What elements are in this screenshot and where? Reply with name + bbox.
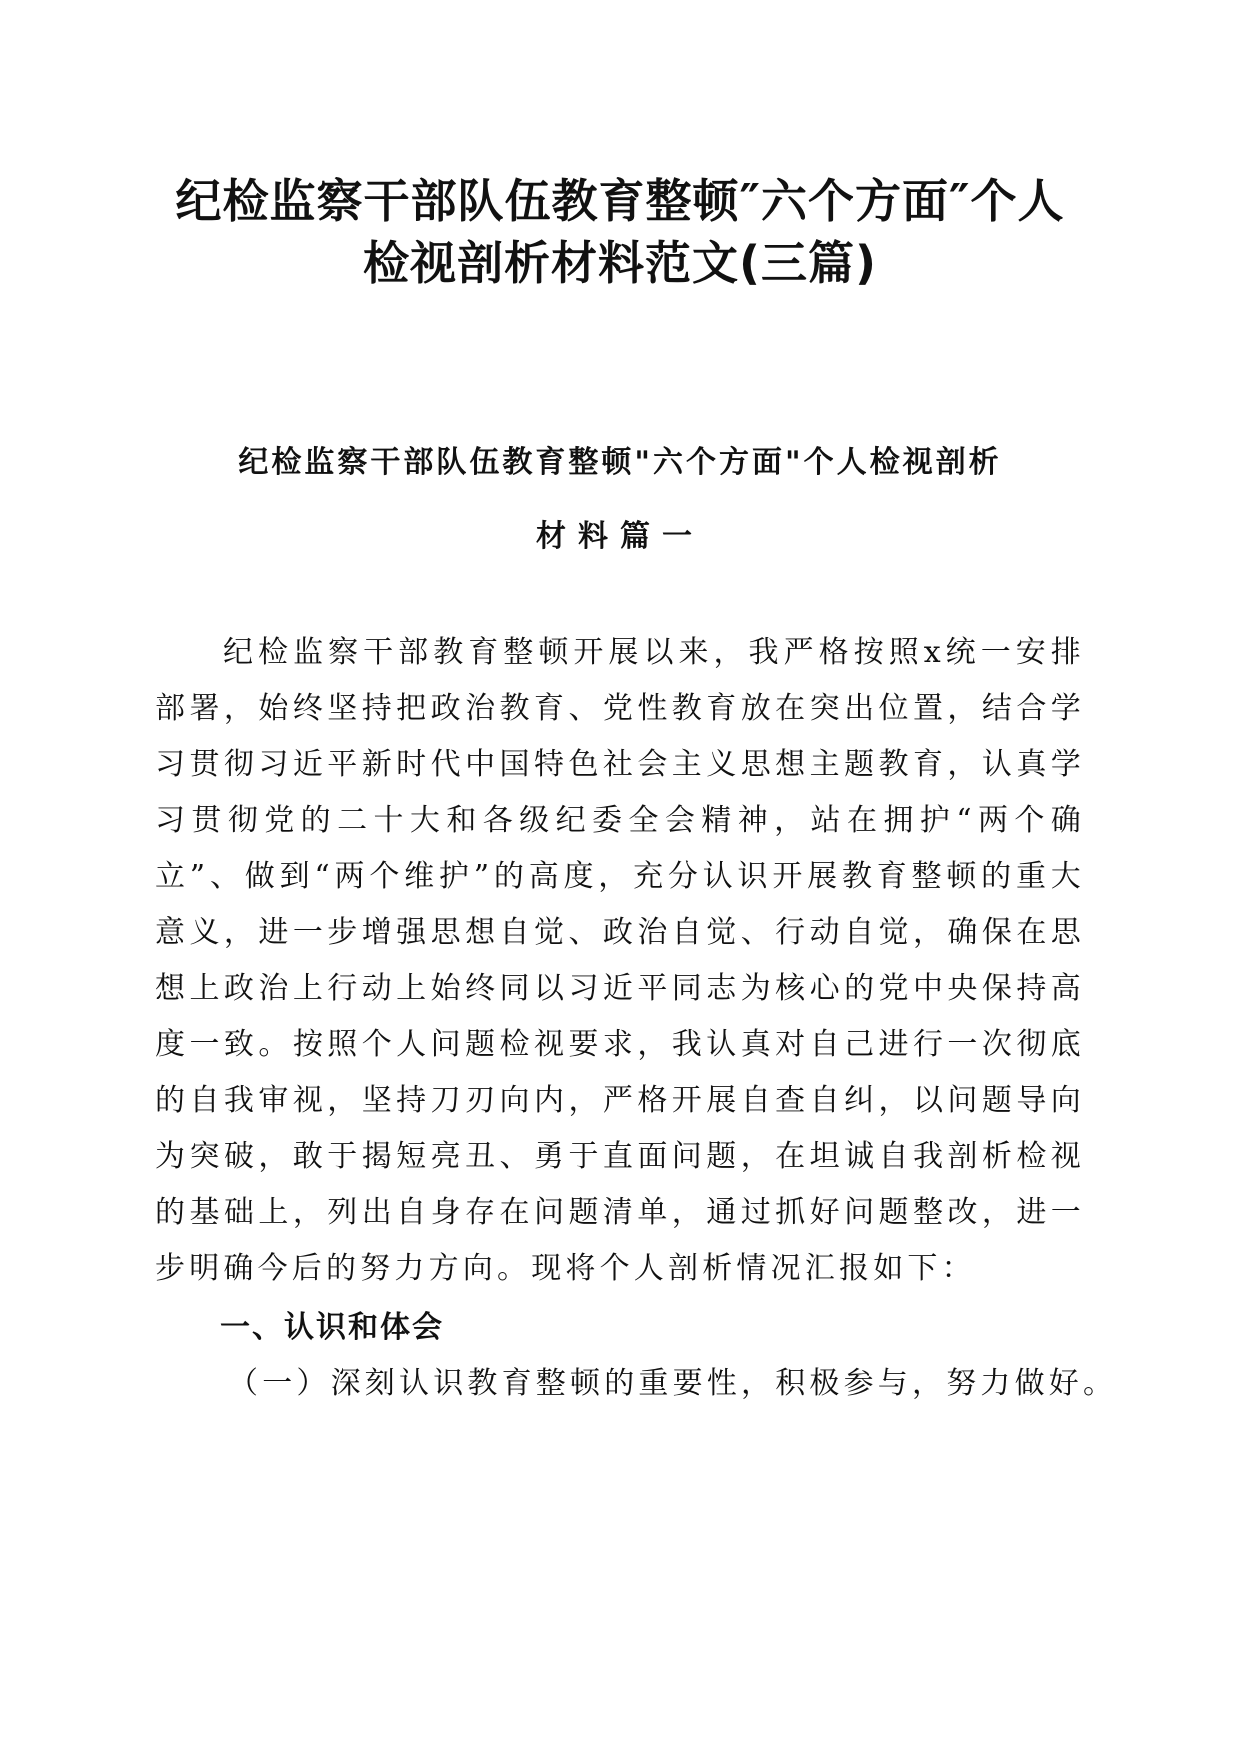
heading-level-1: 一、认识和体会 (220, 1310, 444, 1345)
section-title (150, 426, 1090, 574)
heading-level-2: （一）深刻认识教育整顿的重要性，积极参与，努力做好。 (228, 1366, 1118, 1401)
section-title-line-2: 材料篇一 (536, 519, 704, 554)
section-title-line-1: 纪检监察干部队伍教育整顿"六个方面"个人检视剖析 (238, 445, 1002, 480)
intro-paragraph: 纪检监察干部教育整顿开展以来，我严格按照x统一安排部署，始终坚持把政治教育、党性教育放在突出位置，结合学习贯彻习近平新时代中国特色社会主义思想主题教育，认真学习贯彻党的二十大和各级纪委全会精神，站在拥护“两个确立”、做到“两个维护”的高度，充分认识开展教育整顿的重大意义，进一步增强思想自觉、政治自觉、行动自觉，确保在思想上政治上行动上始终同以习近平同志为核心的党中央保持高度一致。按照个人问题检视要求，我认真对自己进行一次彻底的自我审视，坚持刀刃向内，严格开展自查自纠，以问题导向为突破，敢于揭短亮丑、勇于直面问题，在坦诚自我剖析检视的基础上，列出自身存在问题清单，通过抓好问题整改，进一步明确今后的努力方向。现将个人剖析情况汇报如下： (155, 635, 1085, 1286)
document-title-line-1: 纪检监察干部队伍教育整顿″六个方面″个人 (175, 174, 1065, 228)
document-title-line-2: 检视剖析材料范文(三篇) (362, 236, 878, 290)
document-title (120, 170, 1120, 294)
